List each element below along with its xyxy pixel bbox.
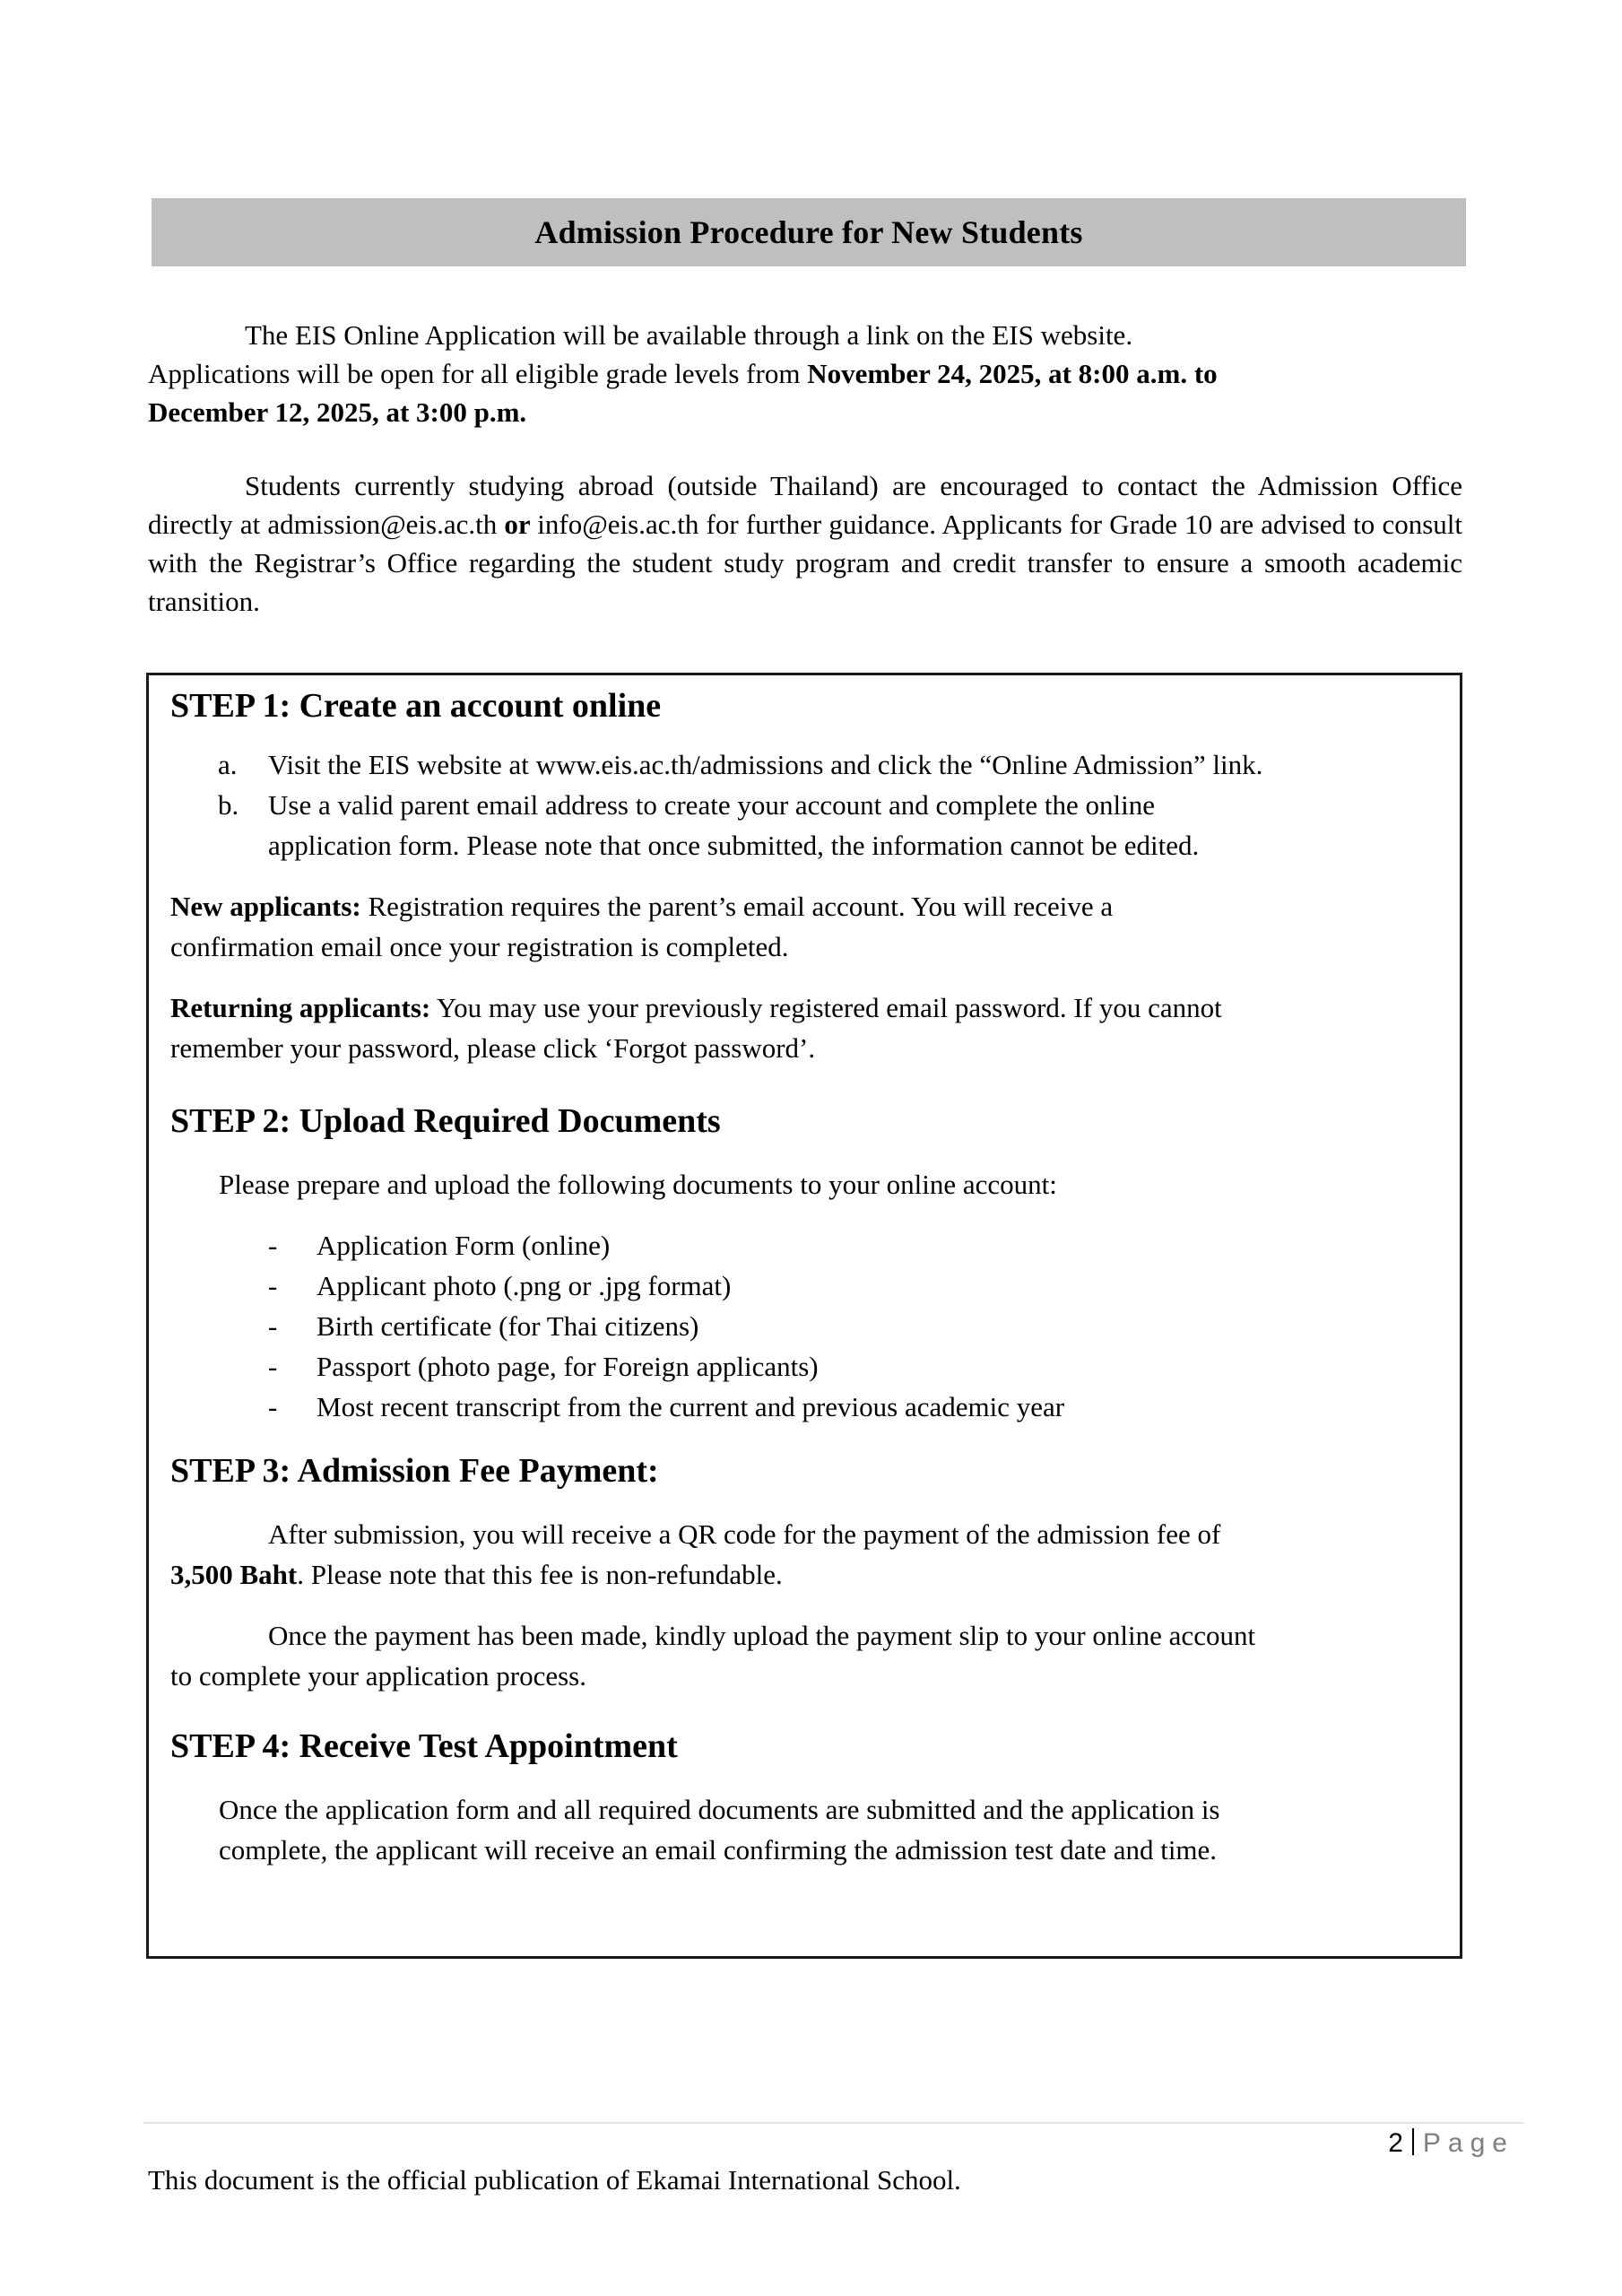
list-item-text: application form. Please note that once submitted, the information cannot be edited. [268,830,1200,861]
list-marker: b. [218,789,239,821]
returning-applicants-note [170,987,1222,1028]
footer-divider [143,2122,1524,2124]
step3-heading: STEP 3: Admission Fee Payment: [170,1452,659,1490]
step4-text: Once the application form and all required documents are submitted and the application is [219,1794,1220,1825]
application-close-date: December 12, 2025, at 3:00 p.m. [148,396,527,428]
list-item-text: Visit the EIS website at www.eis.ac.th/admissions and click the “Online Admission” link. [268,749,1263,780]
steps-box [146,673,1462,1959]
step2-heading: STEP 2: Upload Required Documents [170,1102,721,1140]
page-number [1388,2128,1514,2159]
page-separator [1412,2128,1414,2155]
list-marker: a. [218,749,238,780]
new-applicants-note-cont: confirmation email once your registration is completed. [170,931,789,962]
step3-upload-text-cont: to complete your application process. [170,1660,587,1692]
or-text: or [497,509,538,540]
step3-fee-line [170,1554,783,1595]
step4-heading: STEP 4: Receive Test Appointment [170,1727,678,1765]
intro-paragraph-abroad [148,466,1462,621]
intro-text: for further guidance. Applicants for Grade 10 are advised to consult with the Registrar’s Office regarding the student study program and credit transfer to ensure a smooth academic transition. [148,509,1462,617]
step2-intro: Please prepare and upload the following documents to your online account: [219,1169,1057,1200]
title-banner [152,198,1466,266]
returning-applicants-note-cont: remember your password, please click ‘Forgot password’. [170,1032,816,1064]
document-name: Passport (photo page, for Foreign applicants) [317,1351,819,1382]
document-name: Birth certificate (for Thai citizens) [317,1310,699,1342]
admission-email[interactable]: admission@eis.ac.th [267,509,498,540]
new-applicants-label: New applicants: [170,891,361,922]
info-email[interactable]: info@eis.ac.th [537,509,699,540]
dash-bullet-icon: - [268,1230,278,1261]
intro-line: Applications will be open for all eligible grade levels from [148,358,808,389]
new-applicants-note [170,886,1113,926]
step1-heading: STEP 1: Create an account online [170,687,662,725]
intro-paragraph-dates [148,316,1462,431]
step3-upload-text: Once the payment has been made, kindly upload the payment slip to your online account [268,1620,1256,1651]
admission-fee-amount: 3,500 Baht [170,1559,298,1590]
step3-payment-text: After submission, you will receive a QR code for the payment of the admission fee of [268,1518,1221,1550]
step4-text-cont: complete, the applicant will receive an email confirming the admission test date and time. [219,1834,1218,1866]
note-text: Registration requires the parent’s email account. You will receive a [360,891,1114,922]
intro-line: The EIS Online Application will be available through a link on the EIS website. [245,319,1133,351]
note-text: You may use your previously registered email password. If you cannot [430,992,1222,1023]
intro-text: Students currently studying abroad (outside Thailand) are encouraged to contact the Admission Office directly at [148,470,1462,540]
dash-bullet-icon: - [268,1310,278,1342]
page-label: Page [1422,2128,1514,2158]
document-name: Application Form (online) [317,1230,611,1261]
application-open-date: November 24, 2025, at 8:00 a.m. to [807,358,1218,389]
document-name: Most recent transcript from the current and previous academic year [317,1391,1065,1422]
list-item-text: Use a valid parent email address to create your account and complete the online [268,789,1156,821]
dash-bullet-icon: - [268,1270,278,1301]
page-number-value: 2 [1388,2128,1403,2158]
footer-statement: This document is the official publication of Ekamai International School. [148,2164,961,2196]
returning-applicants-label: Returning applicants: [170,992,431,1023]
dash-bullet-icon: - [268,1351,278,1382]
dash-bullet-icon: - [268,1391,278,1422]
fee-note: . Please note that this fee is non-refundable. [297,1559,783,1590]
document-name: Applicant photo (.png or .jpg format) [317,1270,732,1301]
page-title: Admission Procedure for New Students [534,214,1083,250]
